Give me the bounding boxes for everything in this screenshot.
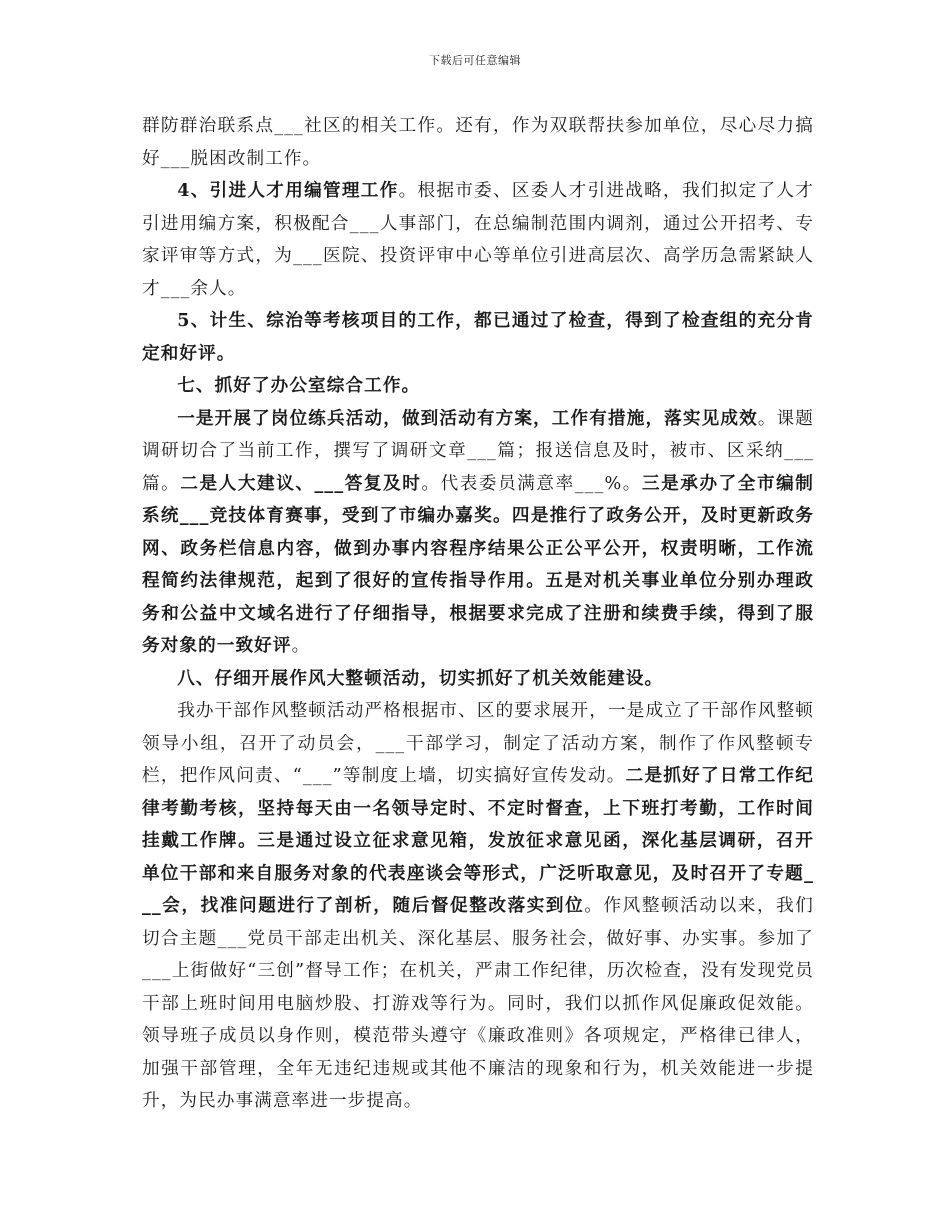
text-run: 二是抓好了日常工作纪律考勤考核，坚持每天由一名领导定时、不定时督查，上下班打考勤，工作时间挂戴工作牌。三是通过设立征求意见箱，发放征求意见函，深化基层调研，召开单位干部和来自服务对象的代表座谈会等形式，广泛听取意见，及时召开了专题___会，找准问题进行了剖析，随后督促整改落实到位 bbox=[142, 765, 814, 916]
paragraph-heading-office-work bbox=[142, 370, 814, 403]
document-body bbox=[142, 110, 814, 1118]
paragraph-heading-work-style bbox=[142, 663, 814, 696]
section-heading: 4、引进人才用编管理工作 bbox=[177, 180, 399, 201]
paragraph-work-style-details bbox=[142, 695, 814, 1118]
section-heading: 八、仔细开展作风大整顿活动，切实抓好了机关效能建设。 bbox=[177, 667, 664, 689]
text-run: 5、计生、综治等考核项目的工作，都已通过了检查，得到了检查组的充分肯定和好评。 bbox=[142, 310, 814, 364]
paragraph-assessment bbox=[142, 305, 814, 370]
text-run: 群防群治联系点___社区的相关工作。还有，作为双联帮扶参加单位，尽心尽力搞好___脱困改制工作。 bbox=[142, 116, 814, 169]
text-run: 。 bbox=[291, 636, 311, 656]
text-run: 三是承办了全市编制系统___竞技体育赛事，受到了市编办嘉奖。四是推行了政务公开，及时更新政务网、政务栏信息内容，做到办事内容程序结果公正公平公开，权责明晰，工作流程简约法律规范，起到了很好的宣传指导作用。五是对机关事业单位分别办理政务和公益中文域名进行了仔细指导，根据要求完成了注册和续费手续，得到了服务对象的一致好评 bbox=[142, 472, 814, 656]
text-run: 。作风整顿活动以来，我们切合主题___党员干部走出机关、深化基层、服务社会，做好事、办实事。参加了___上街做好“三创”督导工作；在机关，严肃工作纪律，历次检查，没有发现党员干部上班时间用电脑炒股、打游戏等行为。同时，我们以抓作风促廉政促效能。领导班子成员以身作则，模范带头遵守《廉政准则》各项规定，严格律已律人，加强干部管理，全年无违纪违规或其他不廉洁的现象和行为，机关效能进一步提升，为民办事满意率进一步提高。 bbox=[142, 896, 814, 1111]
text-run: 。根据市委、区委人才引进战略，我们拟定了人才引进用编方案，积极配合___人事部门，在总编制范围内调剂，通过公开招考、专家评审等方式，为___医院、投资评审中心等单位引进高层次、高学历急需紧缺人才___余人。 bbox=[142, 181, 815, 299]
section-heading: 七、抓好了办公室综合工作。 bbox=[177, 375, 421, 396]
page-header: 下载后可任意编辑 bbox=[429, 54, 521, 67]
text-run: 一是开展了岗位练兵活动，做到活动有方案，工作有措施，落实见成效 bbox=[177, 407, 758, 429]
paragraph-office-work-details bbox=[142, 403, 814, 663]
text-run: 。课题调研切合了当前工作，撰写了调研文章___篇；报送信息及时，被市、区采纳___篇。 bbox=[142, 408, 814, 494]
text-run: 。代表委员满意率___%。 bbox=[421, 473, 642, 494]
paragraph-talent-introduction bbox=[142, 175, 814, 305]
text-run: 我办干部作风整顿活动严格根据市、区的要求展开，一是成立了干部作风整顿领导小组，召开了动员会，___干部学习，制定了活动方案，制作了作风整顿专栏，把作风问责、“___”等制度上墙，切实搞好宣传发动。 bbox=[142, 701, 814, 786]
text-run: 二是人大建议、___答复及时 bbox=[180, 472, 422, 494]
paragraph-community-work bbox=[142, 110, 814, 175]
